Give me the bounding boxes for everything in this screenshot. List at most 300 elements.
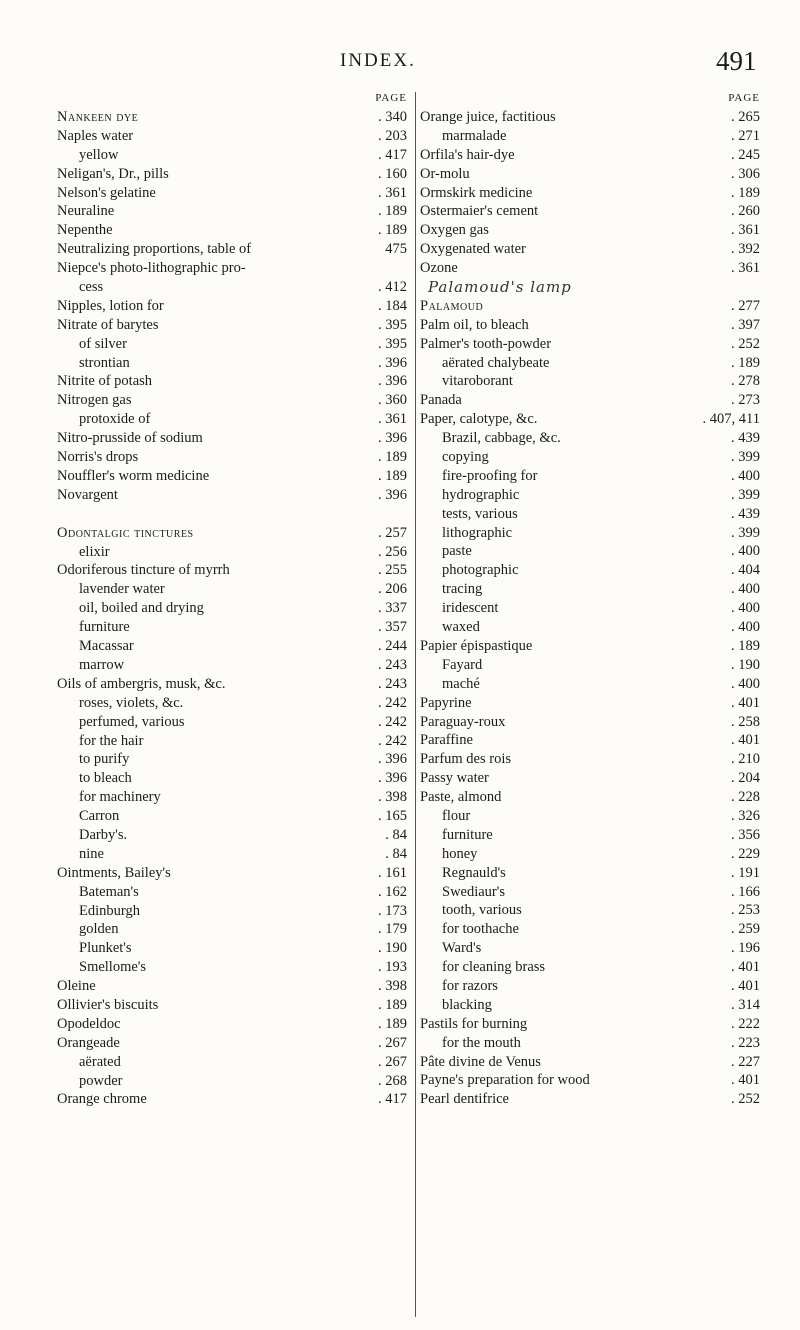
handwritten-note (420, 278, 760, 297)
index-entry (57, 845, 407, 864)
entry-page: . 267 (378, 1053, 407, 1072)
index-entry (57, 807, 407, 826)
entry-term: Ointments, Bailey's (57, 864, 171, 881)
left-column (57, 88, 407, 1109)
entry-page: . 243 (378, 675, 407, 694)
entry-page: . 407, 411 (703, 410, 760, 429)
index-entry (420, 316, 760, 335)
index-entry (420, 580, 760, 599)
entry-page: . 337 (378, 599, 407, 618)
index-entry (420, 202, 760, 221)
index-entry (57, 524, 407, 543)
entry-page: . 396 (378, 354, 407, 373)
entry-page: . 196 (731, 939, 760, 958)
entry-page: . 398 (378, 788, 407, 807)
entry-page: . 361 (378, 410, 407, 429)
entry-page: . 267 (378, 1034, 407, 1053)
index-entry (57, 694, 407, 713)
entry-page: . 357 (378, 618, 407, 637)
entry-term: tracing (442, 581, 483, 598)
entry-page: 475 (385, 241, 407, 258)
index-entry (57, 127, 407, 146)
entry-term: Naples water (57, 127, 134, 144)
entry-term: protoxide of (79, 411, 151, 428)
entry-page: . 400 (731, 618, 760, 637)
entry-term: Odoriferous tincture of myrrh (57, 562, 230, 579)
left-entries (57, 108, 407, 1109)
entry-page: . 189 (378, 202, 407, 221)
index-entry (57, 713, 407, 732)
entry-term: for the mouth (442, 1034, 521, 1051)
index-entry (57, 996, 407, 1015)
entry-page: . 227 (731, 1053, 760, 1072)
right-column (420, 88, 760, 1109)
index-entry (420, 675, 760, 694)
index-entry (420, 920, 760, 939)
index-entry (57, 259, 407, 278)
entry-page: . 401 (731, 694, 760, 713)
entry-page: . 184 (378, 297, 407, 316)
index-entry (57, 543, 407, 562)
entry-term: Edinburgh (79, 902, 140, 919)
entry-page: . 243 (378, 656, 407, 675)
entry-page: . 189 (378, 221, 407, 240)
entry-term: Nitrate of barytes (57, 316, 159, 333)
index-entry (420, 599, 760, 618)
entry-page: . 160 (378, 165, 407, 184)
entry-page: . 326 (731, 807, 760, 826)
entry-page: . 361 (731, 259, 760, 278)
index-entry (57, 561, 407, 580)
entry-term: lavender water (79, 581, 165, 598)
entry-page: . 162 (378, 883, 407, 902)
index-entry (420, 127, 760, 146)
page-number: 491 (716, 46, 757, 76)
entry-term: Orfila's hair-dye (420, 146, 515, 163)
entry-page: . 401 (731, 1071, 760, 1090)
entry-page: . 260 (731, 202, 760, 221)
entry-term: Pearl dentifrice (420, 1091, 509, 1108)
entry-term: aërated (79, 1053, 121, 1070)
entry-page: . 228 (731, 788, 760, 807)
index-entry (420, 448, 760, 467)
page-header (0, 46, 800, 82)
index-entry (420, 391, 760, 410)
entry-term: tooth, various (442, 902, 522, 919)
index-entry (57, 240, 407, 259)
index-entry (57, 732, 407, 751)
index-entry (57, 202, 407, 221)
entry-term: furniture (79, 619, 130, 636)
entry-term: Papier épispastique (420, 637, 533, 654)
index-entry (420, 108, 760, 127)
entry-term: Carron (79, 808, 120, 825)
index-entry (420, 410, 760, 429)
index-entry (57, 184, 407, 203)
entry-page: . 161 (378, 864, 407, 883)
entry-page: . 439 (731, 505, 760, 524)
entry-page: . 400 (731, 580, 760, 599)
entry-term: Oleine (57, 978, 96, 995)
index-entry (420, 1034, 760, 1053)
entry-term: powder (79, 1072, 123, 1089)
entry-page: . 271 (731, 127, 760, 146)
index-entry (420, 486, 760, 505)
entry-page: . 361 (731, 221, 760, 240)
index-entry (420, 694, 760, 713)
entry-term: Oils of ambergris, musk, &c. (57, 675, 226, 692)
entry-page: . 392 (731, 240, 760, 259)
entry-term: Palm oil, to bleach (420, 316, 529, 333)
index-entry (57, 429, 407, 448)
index-entry (420, 297, 760, 316)
index-entry (420, 901, 760, 920)
entry-term: honey (442, 845, 478, 862)
index-entry (420, 1015, 760, 1034)
index-entry (420, 240, 760, 259)
entry-term: Neligan's, Dr., pills (57, 165, 169, 182)
section-gap (57, 505, 407, 524)
entry-term: Or-molu (420, 165, 470, 182)
entry-page: . 401 (731, 958, 760, 977)
entry-page: . 189 (378, 1015, 407, 1034)
entry-term: Paraguay-roux (420, 713, 506, 730)
entry-term: Papyrine (420, 694, 472, 711)
index-entry (57, 1015, 407, 1034)
page-label: PAGE (728, 92, 760, 104)
entry-term: elixir (79, 543, 110, 560)
index-entry (420, 845, 760, 864)
entry-page: . 273 (731, 391, 760, 410)
index-entry (57, 165, 407, 184)
entry-term: paste (442, 543, 472, 560)
index-entry (57, 599, 407, 618)
entry-term: Smellome's (79, 959, 147, 976)
index-entry (57, 467, 407, 486)
entry-term: roses, violets, &c. (79, 694, 184, 711)
entry-page: . 417 (378, 1090, 407, 1109)
entry-term: copying (442, 449, 489, 466)
index-entry (420, 996, 760, 1015)
entry-term: Plunket's (79, 940, 132, 957)
entry-term: Pâte divine de Venus (420, 1053, 541, 1070)
column-divider (415, 92, 416, 1317)
entry-page: . 252 (731, 1090, 760, 1109)
index-entry (57, 410, 407, 429)
index-entry (420, 977, 760, 996)
entry-term: to bleach (79, 770, 132, 787)
index-entry (420, 769, 760, 788)
entry-term: blacking (442, 996, 492, 1013)
entry-page: . 173 (378, 902, 407, 921)
entry-page: . 278 (731, 372, 760, 391)
index-entry (420, 788, 760, 807)
entry-page: . 401 (731, 731, 760, 750)
entry-term: golden (79, 921, 119, 938)
index-entry (420, 524, 760, 543)
index-entry (420, 184, 760, 203)
entry-term: flour (442, 807, 471, 824)
index-entry (57, 448, 407, 467)
index-entry (420, 221, 760, 240)
entry-term: Darby's. (79, 826, 128, 843)
entry-page: . 360 (378, 391, 407, 410)
index-entry (57, 920, 407, 939)
entry-term: for toothache (442, 921, 519, 938)
entry-term: Palmer's tooth-powder (420, 335, 552, 352)
entry-term: Nitrogen gas (57, 392, 132, 409)
entry-page: . 190 (378, 939, 407, 958)
entry-term: Niepce's photo-lithographic pro- (57, 260, 246, 277)
index-entry (420, 731, 760, 750)
entry-page: . 340 (378, 108, 407, 127)
entry-term: Novargent (57, 486, 118, 503)
index-entry (57, 297, 407, 316)
entry-term: Parfum des rois (420, 751, 512, 768)
entry-page: . 399 (731, 486, 760, 505)
index-entry (57, 826, 407, 845)
entry-page: . 361 (378, 184, 407, 203)
entry-page: . 400 (731, 599, 760, 618)
entry-page: . 399 (731, 524, 760, 543)
index-entry (420, 637, 760, 656)
index-entry (57, 769, 407, 788)
entry-term: Paraffine (420, 732, 473, 749)
entry-term: Nitrite of potash (57, 373, 153, 390)
entry-term: Paste, almond (420, 789, 502, 806)
entry-term: maché (442, 675, 480, 692)
page-title: INDEX. (340, 50, 416, 71)
index-entry (57, 316, 407, 335)
index-entry (57, 391, 407, 410)
entry-term: Neutralizing proportions, table of (57, 241, 252, 258)
index-entry (57, 278, 407, 297)
entry-term: Neuraline (57, 203, 115, 220)
index-entry (420, 561, 760, 580)
entry-term: perfumed, various (79, 713, 185, 730)
entry-term: Macassar (79, 638, 134, 655)
index-entry (57, 958, 407, 977)
index-entry (57, 1053, 407, 1072)
entry-term: yellow (79, 146, 119, 163)
entry-page: . 396 (378, 750, 407, 769)
entry-page: . 84 (385, 826, 407, 845)
entry-term: marmalade (442, 127, 507, 144)
entry-page: . 398 (378, 977, 407, 996)
entry-term: iridescent (442, 600, 499, 617)
entry-term: Bateman's (79, 883, 139, 900)
entry-page: . 277 (731, 297, 760, 316)
entry-term: Ozone (420, 260, 458, 277)
entry-term: photographic (442, 562, 519, 579)
entry-page: . 265 (731, 108, 760, 127)
entry-term: Palamoud (420, 297, 484, 314)
entry-term: of silver (79, 335, 127, 352)
entry-page: . 255 (378, 561, 407, 580)
entry-page: . 191 (731, 864, 760, 883)
entry-page: . 400 (731, 675, 760, 694)
index-entry (420, 259, 760, 278)
index-entry (420, 429, 760, 448)
entry-term: for razors (442, 977, 498, 994)
index-entry (420, 542, 760, 561)
entry-page: . 242 (378, 694, 407, 713)
entry-page: . 268 (378, 1072, 407, 1091)
index-entry (420, 335, 760, 354)
index-entry (57, 1072, 407, 1091)
entry-term: Ward's (442, 940, 482, 957)
entry-term: waxed (442, 619, 480, 636)
index-entry (57, 637, 407, 656)
index-entry (57, 221, 407, 240)
entry-term: Norris's drops (57, 449, 139, 466)
index-entry (57, 656, 407, 675)
index-entry (57, 354, 407, 373)
entry-term: Odontalgic tinctures (57, 524, 194, 541)
entry-page: . 356 (731, 826, 760, 845)
entry-page: . 396 (378, 769, 407, 788)
entry-page: . 412 (378, 278, 407, 297)
entry-term: Orangeade (57, 1034, 120, 1051)
index-entry (420, 165, 760, 184)
index-entry (57, 618, 407, 637)
index-entry (420, 939, 760, 958)
entry-term: Opodeldoc (57, 1015, 121, 1032)
index-entry (57, 883, 407, 902)
entry-term: vitaroborant (442, 373, 513, 390)
entry-term: furniture (442, 826, 493, 843)
entry-term: Nelson's gelatine (57, 184, 156, 201)
index-entry (57, 335, 407, 354)
entry-page: . 396 (378, 372, 407, 391)
entry-page: . 395 (378, 335, 407, 354)
entry-term: hydrographic (442, 486, 520, 503)
entry-page: . 223 (731, 1034, 760, 1053)
entry-term: Swediaur's (442, 883, 506, 900)
index-entry (57, 372, 407, 391)
index-entry (57, 1034, 407, 1053)
entry-term: for the hair (79, 732, 144, 749)
entry-term: Nepenthe (57, 222, 113, 239)
entry-page: . 257 (378, 524, 407, 543)
entry-term: to purify (79, 751, 130, 768)
entry-page: . 165 (378, 807, 407, 826)
index-entry (57, 675, 407, 694)
index-entry (57, 864, 407, 883)
entry-page: . 245 (731, 146, 760, 165)
entry-page: . 400 (731, 542, 760, 561)
entry-term: Nitro-prusside of sodium (57, 430, 203, 447)
index-entry (420, 864, 760, 883)
entry-term: lithographic (442, 524, 513, 541)
index-entry (57, 750, 407, 769)
entry-term: Orange juice, factitious (420, 109, 556, 125)
index-entry (420, 958, 760, 977)
entry-page: . 206 (378, 580, 407, 599)
entry-page: . 189 (731, 637, 760, 656)
entry-page: . 404 (731, 561, 760, 580)
handwritten-note-text: Palamoud's lamp (428, 278, 572, 297)
entry-term: for cleaning brass (442, 959, 546, 976)
index-entry (420, 883, 760, 902)
entry-page: . 229 (731, 845, 760, 864)
index-entry (420, 372, 760, 391)
index-entry (420, 750, 760, 769)
entry-term: Paper, calotype, &c. (420, 411, 538, 428)
index-entry (420, 656, 760, 675)
left-column-heading (57, 88, 407, 108)
index-entry (57, 977, 407, 996)
entry-term: Regnauld's (442, 864, 506, 881)
entry-page: . 193 (378, 958, 407, 977)
entry-page: . 256 (378, 543, 407, 562)
index-entry (57, 108, 407, 127)
entry-page: . 258 (731, 713, 760, 732)
index-entry (420, 467, 760, 486)
entry-term: Orange chrome (57, 1091, 147, 1108)
entry-term: for machinery (79, 789, 161, 806)
entry-term: Ostermaier's cement (420, 203, 539, 220)
index-entry (420, 1071, 760, 1090)
entry-page: . 253 (731, 901, 760, 920)
entry-term: strontian (79, 354, 130, 371)
entry-page: . 314 (731, 996, 760, 1015)
entry-page: . 189 (731, 354, 760, 373)
index-entry (420, 354, 760, 373)
entry-term: Nankeen dye (57, 109, 139, 125)
entry-term: marrow (79, 656, 125, 673)
entry-term: cess (79, 279, 104, 296)
entry-term: Pastils for burning (420, 1015, 528, 1032)
entry-term: Fayard (442, 656, 483, 673)
entry-term: Oxygenated water (420, 241, 526, 258)
entry-page: . 244 (378, 637, 407, 656)
entry-page: . 210 (731, 750, 760, 769)
index-entry (57, 788, 407, 807)
index-entry (57, 902, 407, 921)
right-column-heading (420, 88, 760, 108)
entry-term: nine (79, 845, 104, 862)
index-entry (420, 713, 760, 732)
entry-page: . 242 (378, 713, 407, 732)
entry-term: aërated chalybeate (442, 354, 550, 371)
entry-page: . 84 (385, 845, 407, 864)
entry-page: . 400 (731, 467, 760, 486)
entry-page: . 189 (378, 996, 407, 1015)
entry-page: . 397 (731, 316, 760, 335)
index-entry (57, 1090, 407, 1109)
entry-page: . 396 (378, 486, 407, 505)
index-entry (420, 146, 760, 165)
entry-term: Nipples, lotion for (57, 297, 164, 314)
entry-page: . 401 (731, 977, 760, 996)
index-entry (420, 1053, 760, 1072)
entry-page: . 259 (731, 920, 760, 939)
right-entries (420, 108, 760, 1109)
index-entry (57, 146, 407, 165)
entry-page: . 395 (378, 316, 407, 335)
entry-term: Ormskirk medicine (420, 184, 533, 201)
index-entry (420, 826, 760, 845)
entry-term: tests, various (442, 505, 518, 522)
index-entry (57, 486, 407, 505)
entry-page: . 189 (378, 467, 407, 486)
index-entry (57, 939, 407, 958)
entry-term: fire-proofing for (442, 467, 538, 484)
entry-page: . 252 (731, 335, 760, 354)
index-entry (420, 618, 760, 637)
entry-term: Oxygen gas (420, 222, 489, 239)
